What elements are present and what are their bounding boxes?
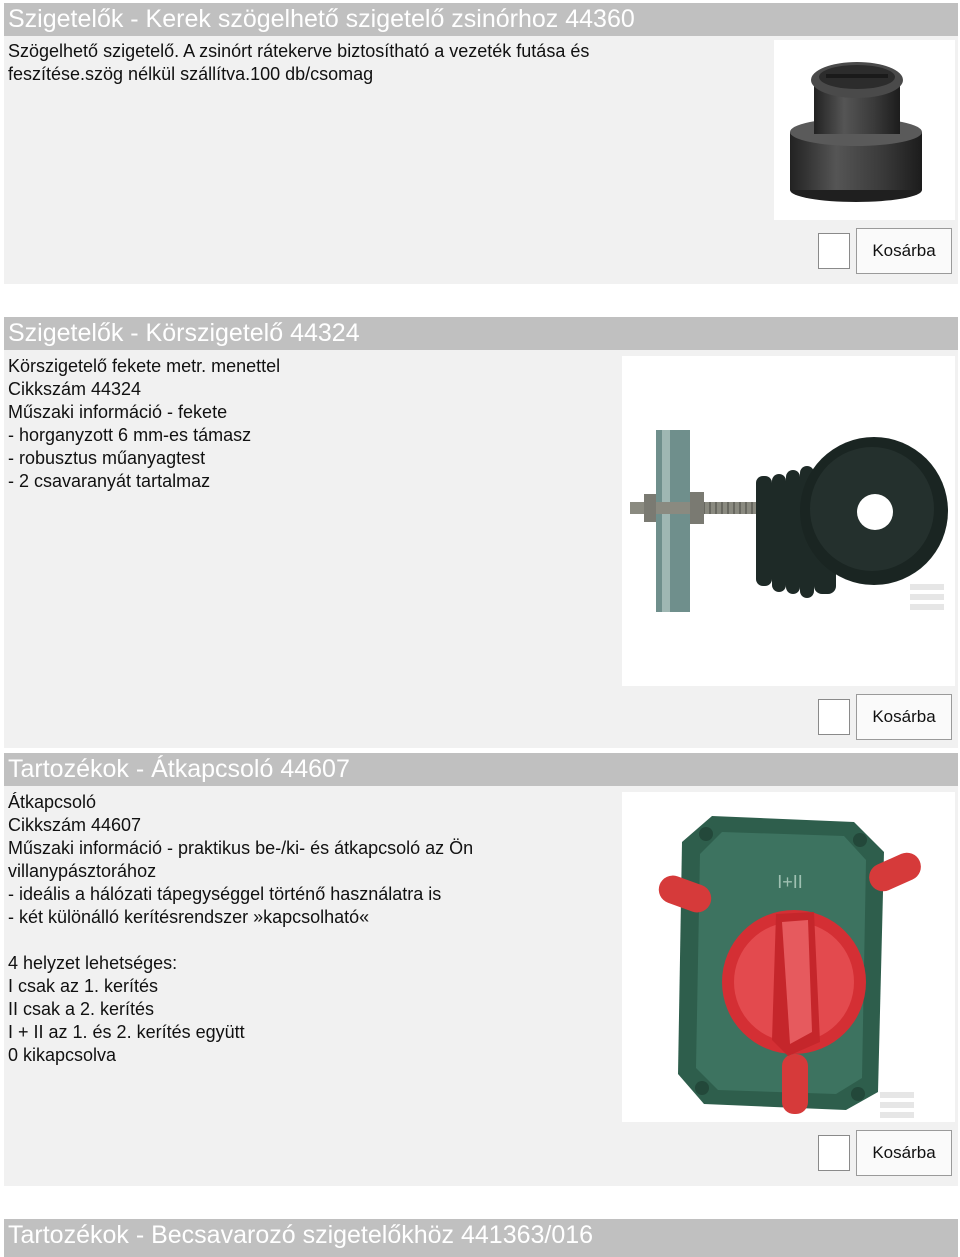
description-line: - 2 csavaranyát tartalmaz xyxy=(8,471,211,491)
product-image-ring-insulator xyxy=(622,356,955,686)
description-line: - horganyzott 6 mm-es támasz xyxy=(8,425,252,445)
description-line: II csak a 2. kerítés xyxy=(8,999,155,1019)
description-line: - ideális a hálózati tápegységgel történő használatra is xyxy=(8,884,442,904)
description-line xyxy=(8,929,473,952)
product-title: Tartozékok - Becsavarozó szigetelőkhöz 441363/016 xyxy=(4,1219,958,1257)
add-to-cart-button[interactable]: Kosárba xyxy=(856,694,952,740)
description-line: - robusztus műanyagtest xyxy=(8,448,206,468)
description-line: Műszaki információ - praktikus be-/ki- és átkapcsoló az Ön xyxy=(8,838,474,858)
product-description xyxy=(8,355,280,493)
description-line: Műszaki információ - fekete xyxy=(8,402,228,422)
select-checkbox[interactable] xyxy=(818,233,850,269)
description-line: villanypásztorához xyxy=(8,861,157,881)
product-description xyxy=(8,791,473,1067)
product-image-switch xyxy=(622,792,955,1122)
description-line: - két különálló kerítésrendszer »kapcsolható« xyxy=(8,907,370,927)
add-to-cart-button[interactable]: Kosárba xyxy=(856,228,952,274)
product-description xyxy=(8,40,589,86)
add-to-cart xyxy=(818,694,952,740)
description-line: I + II az 1. és 2. kerítés együtt xyxy=(8,1022,245,1042)
add-to-cart xyxy=(818,228,952,274)
product-title: Szigetelők - Körszigetelő 44324 xyxy=(4,317,958,350)
add-to-cart xyxy=(818,1130,952,1176)
description-line: 0 kikapcsolva xyxy=(8,1045,117,1065)
description-line: Szögelhető szigetelő. A zsinórt rátekerve biztosítható a vezeték futása és xyxy=(8,41,590,61)
add-to-cart-button[interactable]: Kosárba xyxy=(856,1130,952,1176)
description-line: Átkapcsoló xyxy=(8,792,97,812)
select-checkbox[interactable] xyxy=(818,1135,850,1171)
svg-text:I+II: I+II xyxy=(777,872,803,892)
product-title: Tartozékok - Átkapcsoló 44607 xyxy=(4,753,958,786)
product-title: Szigetelők - Kerek szögelhető szigetelő zsinórhoz 44360 xyxy=(4,3,958,36)
description-line: Cikkszám 44607 xyxy=(8,815,142,835)
product-image-nail-insulator xyxy=(774,40,955,220)
select-checkbox[interactable] xyxy=(818,699,850,735)
description-line: 4 helyzet lehetséges: xyxy=(8,953,178,973)
description-line: feszítése.szög nélkül szállítva.100 db/csomag xyxy=(8,64,374,84)
description-line: Körszigetelő fekete metr. menettel xyxy=(8,356,281,376)
description-line: I csak az 1. kerítés xyxy=(8,976,159,996)
description-line: Cikkszám 44324 xyxy=(8,379,142,399)
